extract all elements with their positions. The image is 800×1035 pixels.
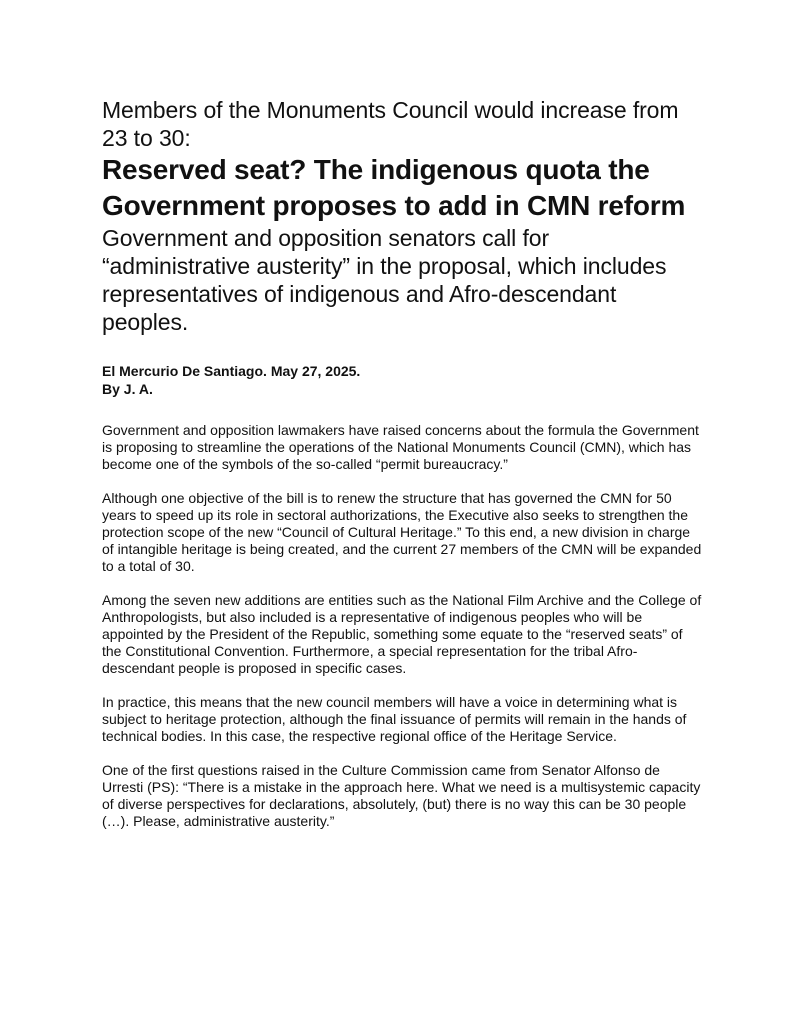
source-line: El Mercurio De Santiago. May 27, 2025.: [102, 363, 361, 379]
body-paragraph: Government and opposition lawmakers have raised concerns about the formula the Government is proposing to streamline the operations of the National Monuments Council (CMN), which has become one of the symbols of the so-called “permit bureaucracy.”: [102, 422, 699, 472]
author-byline: By J. A.: [102, 381, 153, 397]
article-deck: Government and opposition senators call for “administrative austerity” in the proposal, which includes representatives of indigenous and Afro-descendant peoples.: [102, 225, 667, 335]
body-paragraph: Among the seven new additions are entities such as the National Film Archive and the College of Anthropologists, but also included is a representative of indigenous peoples who will be appointed by the President of the Republic, something some equate to the “reserved seats” of the Constitutional Convention. Furthermore, a special representation for the tribal Afro-descendant people is proposed in specific cases.: [102, 592, 702, 676]
article: [102, 96, 702, 847]
article-headline: Reserved seat? The indigenous quota the Government proposes to add in CMN reform: [102, 154, 686, 221]
body-paragraph: Although one objective of the bill is to renew the structure that has governed the CMN for 50 years to speed up its role in sectoral authorizations, the Executive also seeks to strengthen the protection scope of the new “Council of Cultural Heritage.” To this end, a new division in charge of intangible heritage is being created, and the current 27 members of the CMN will be expanded to a total of 30.: [102, 490, 702, 574]
article-body: [102, 422, 702, 830]
body-paragraph: One of the first questions raised in the Culture Commission came from Senator Alfonso de Urresti (PS): “There is a mistake in the approach here. What we need is a multisystemic capacity of diverse perspectives for declarations, absolutely, (but) there is no way this can be 30 people (…). Please, administrative austerity.”: [102, 762, 701, 829]
article-kicker: Members of the Monuments Council would increase from 23 to 30:: [102, 97, 679, 151]
byline-block: [102, 362, 702, 398]
body-paragraph: In practice, this means that the new council members will have a voice in determining what is subject to heritage protection, although the final issuance of permits will remain in the hands of technical bodies. In this case, the respective regional office of the Heritage Service.: [102, 694, 687, 744]
